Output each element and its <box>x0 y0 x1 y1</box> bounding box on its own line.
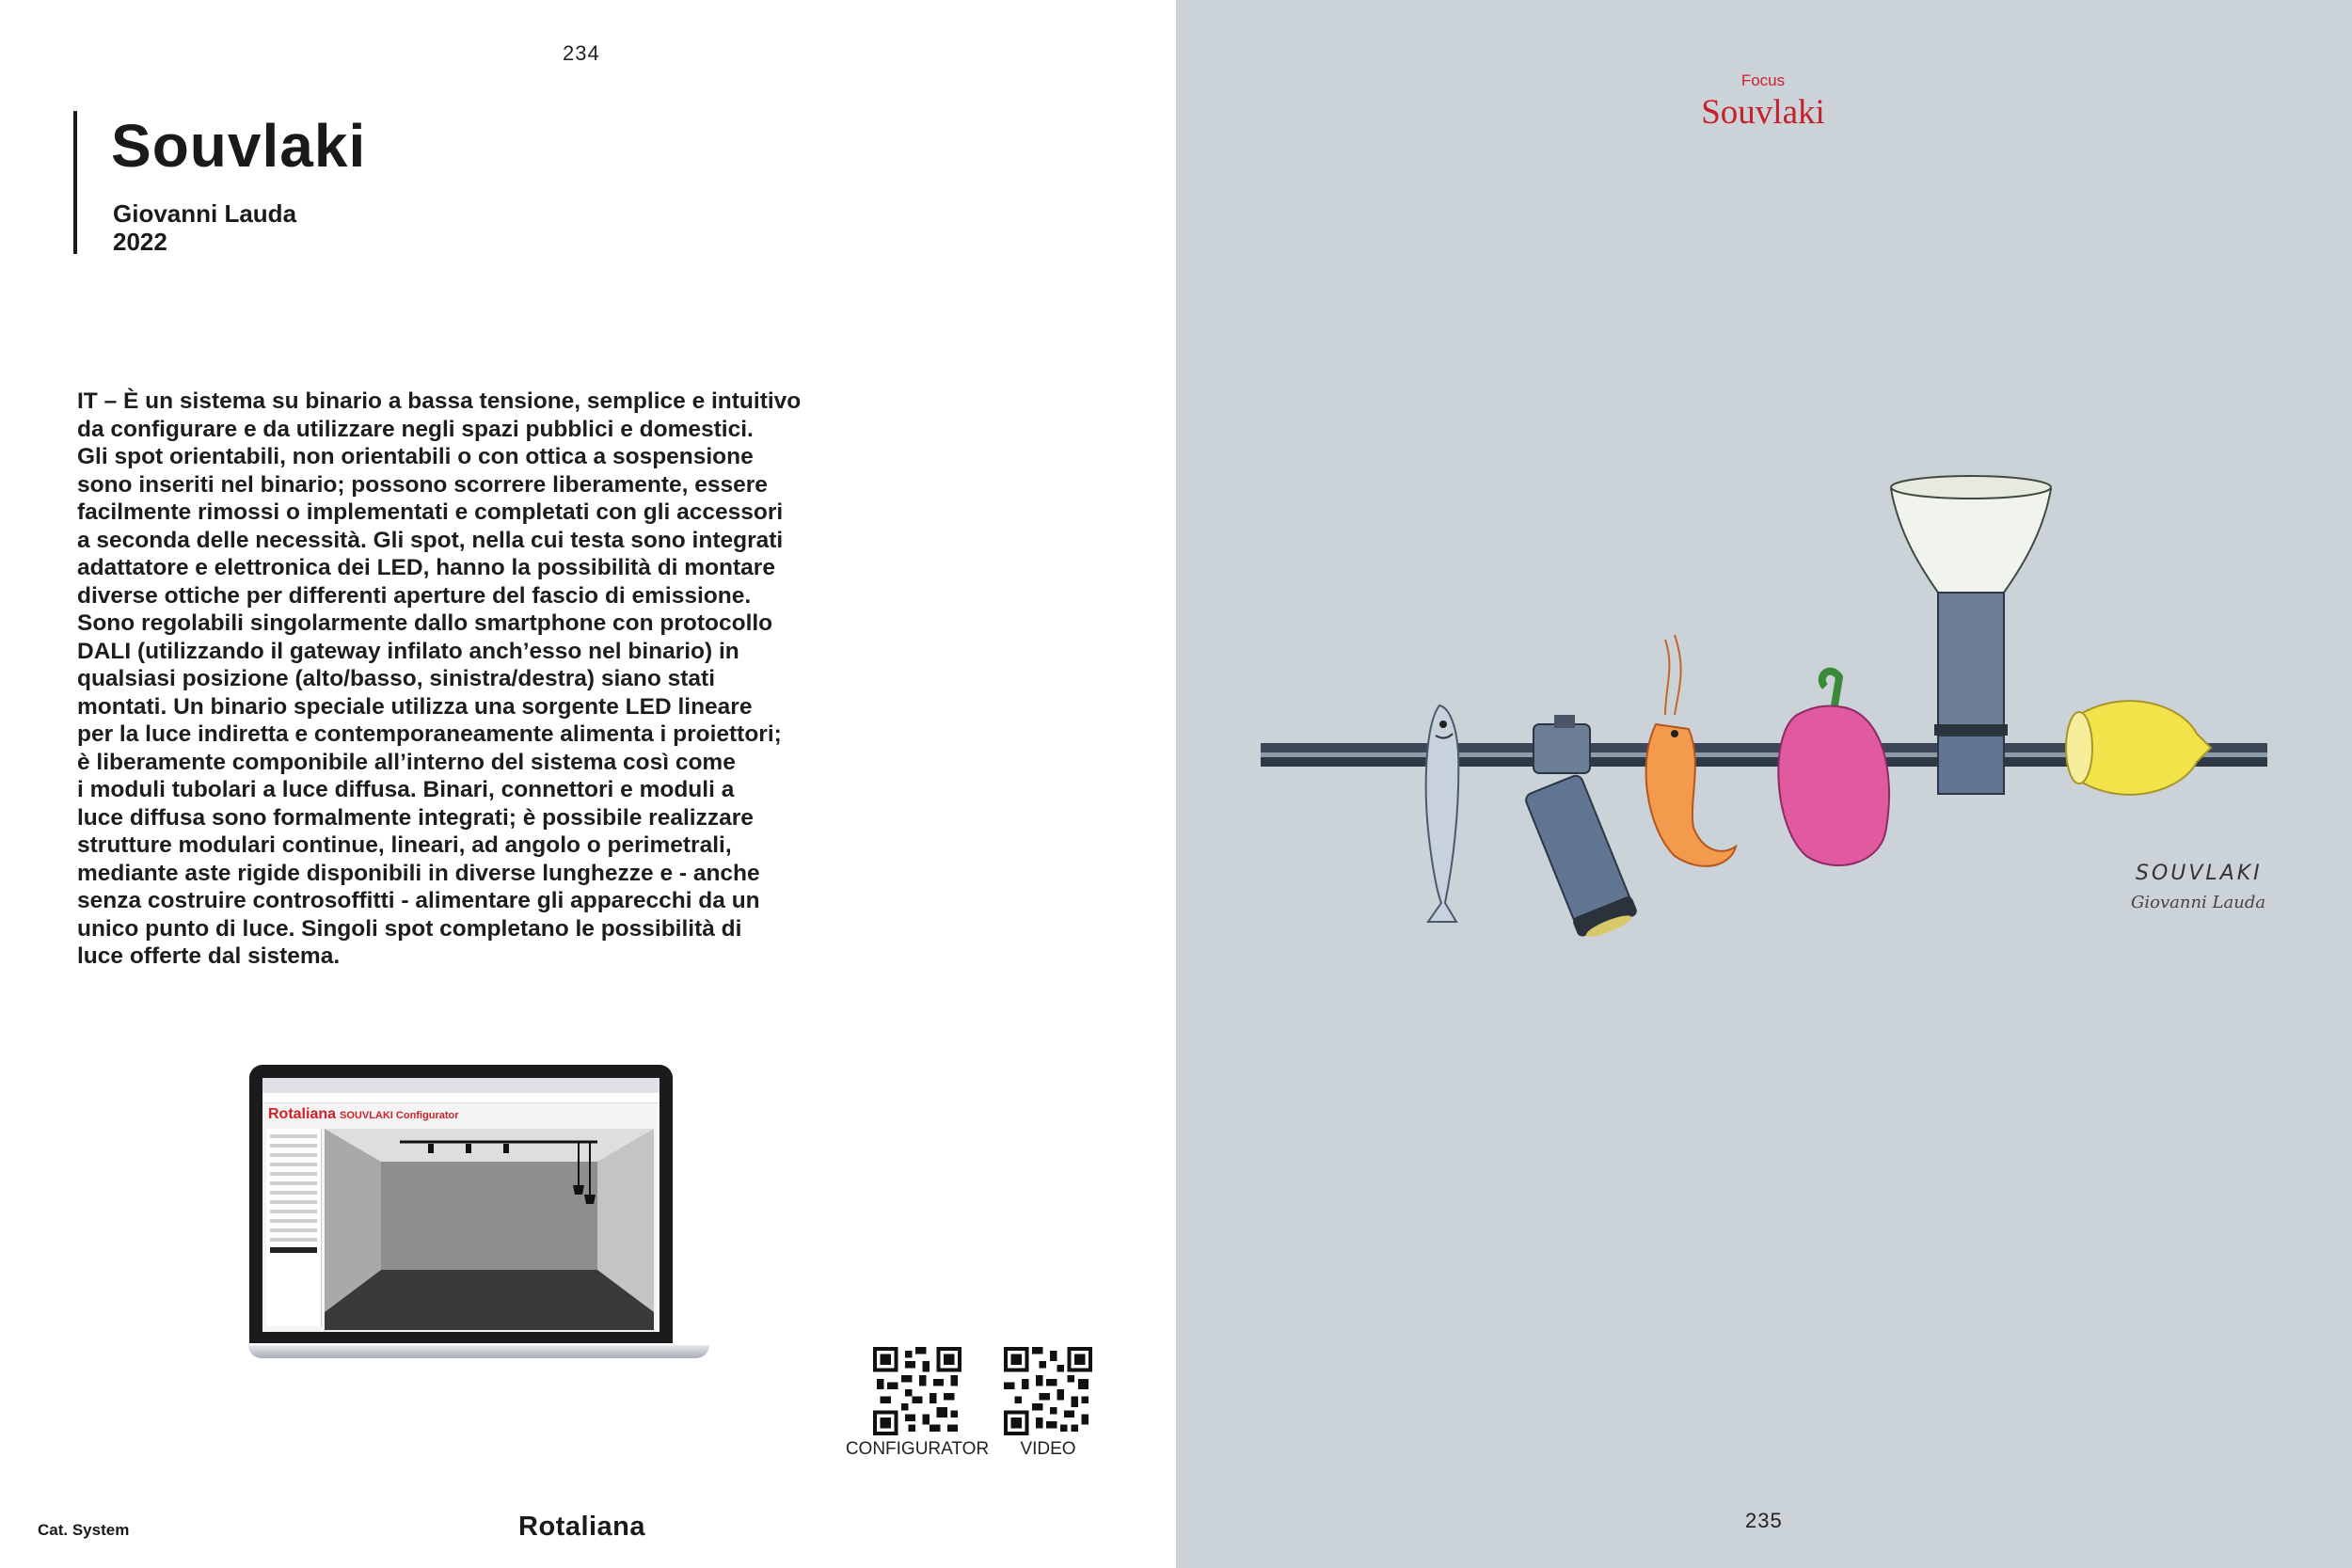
page-title: Souvlaki <box>111 112 367 180</box>
section-title: Souvlaki <box>1701 93 1825 132</box>
year: 2022 <box>113 228 167 256</box>
page-number-left: 234 <box>563 41 600 65</box>
description-text: IT – È un sistema su binario a bassa tensione, semplice e intuitivo da configurare e da utilizzare negli spazi pubblici e domestici. Gli spot orientabili, non orientabili o con ottica a sospensione sono inseriti nel binario; possono scorrere liberamente, essere facilmente rimossi o implementati e completati con gli accessori a seconda delle necessità. Gli spot, nella cui testa sono integrati adattatore e elettronica dei LED, hanno la possibilità di montare diverse ottiche per differenti aperture del fascio di emissione. Sono regolabili singolarmente dallo smartphone con protocollo DALI (utilizzando il gateway infilato anch’esso nel binario) in qualsiasi posizione (alto/basso, sinistra/destra) siano stati montati. Un binario speciale utilizza una sorgente LED lineare per la luce indiretta e contemporaneamente alimenta i proiettori; è liberamente componibile all’interno del sistema così come i moduli tubolari a luce diffusa. Binari, connettori e moduli a luce diffusa sono formalmente integrati; è possibile realizzare strutture modulari continue, lineari, ad angolo o perimetrali, mediante aste rigide disponibili in diverse lunghezze e - anche senza costruire controsoffitti - alimentare gli apparecchi da un unico punto di luce. Singoli spot completano le possibilità di luce offerte dal sistema. <box>77 388 802 969</box>
footer-catalog-label: Cat. System <box>38 1521 130 1539</box>
lemon-icon <box>2066 701 2211 795</box>
configurator-side-panel <box>266 1129 322 1326</box>
configurator-app-title: SOUVLAKI Configurator <box>340 1110 459 1121</box>
browser-tab-bar <box>262 1078 660 1093</box>
browser-address-bar <box>262 1093 660 1103</box>
designer-name: Giovanni Lauda <box>113 199 297 228</box>
configurator-qr-code[interactable] <box>873 1347 961 1435</box>
title-accent-bar <box>73 111 77 254</box>
bell-pepper-icon <box>1778 672 1889 865</box>
fish-icon <box>1426 705 1459 922</box>
configurator-qr-label: CONFIGURATOR <box>845 1439 990 1459</box>
sketch-caption: SOUVLAKI <box>2136 862 2263 885</box>
souvlaki-sketch-illustration <box>1261 451 2267 997</box>
video-qr-code[interactable] <box>1004 1347 1092 1435</box>
laptop-lid <box>249 1065 673 1343</box>
section-label: Focus <box>1740 71 1786 89</box>
configurator-heading <box>268 1106 459 1123</box>
configurator-screen <box>262 1078 660 1332</box>
video-qr-label: VIDEO <box>1020 1439 1076 1459</box>
footer-brand: Rotaliana <box>518 1512 646 1542</box>
page-number-right: 235 <box>1745 1509 1783 1532</box>
laptop-base <box>248 1345 709 1358</box>
sketch-signature: Giovanni Lauda <box>2131 893 2266 912</box>
laptop-image <box>202 1065 715 1366</box>
configurator-brand: Rotaliana <box>268 1106 337 1122</box>
room-3d-view <box>325 1129 654 1330</box>
